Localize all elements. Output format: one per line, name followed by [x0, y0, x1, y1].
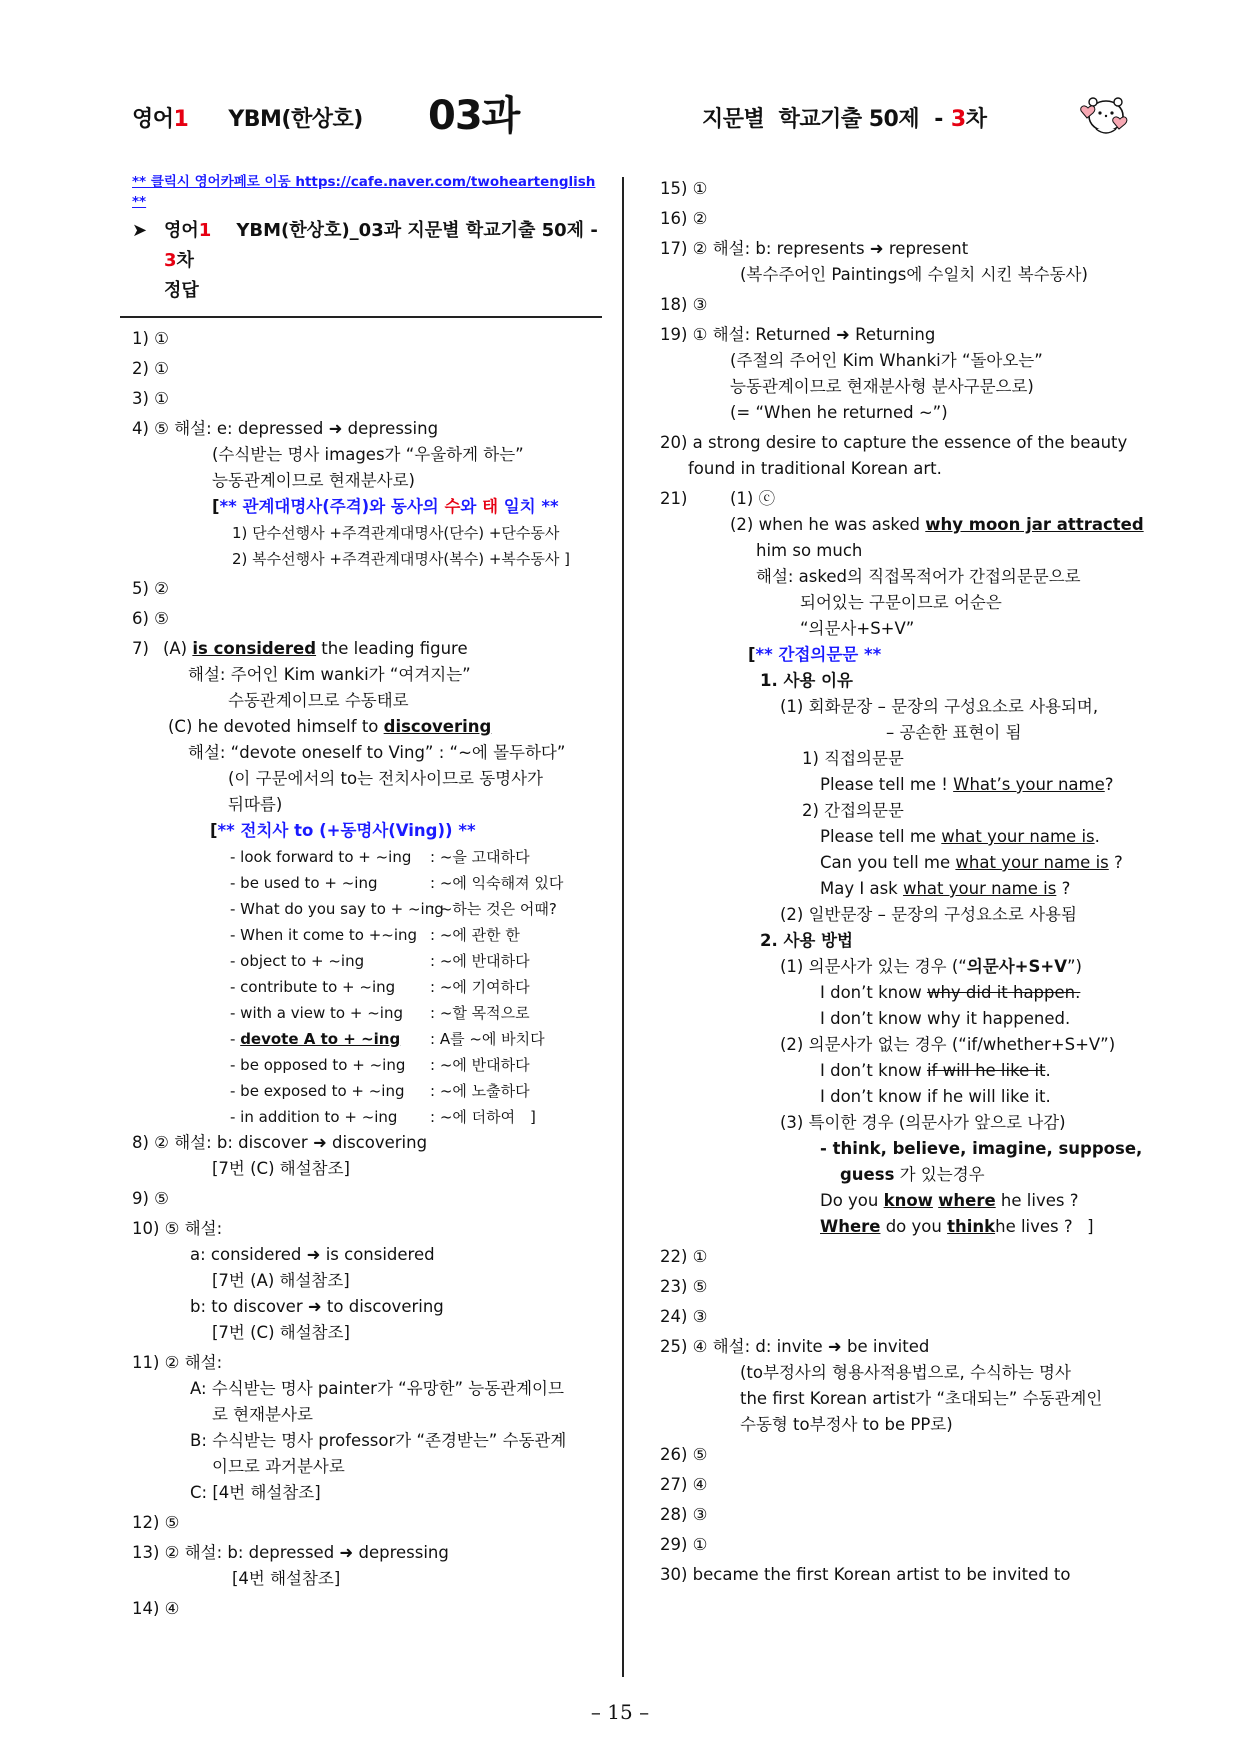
title-rule: [120, 316, 602, 318]
answer-19: 19) ① 해설: Returned ➜ Returning: [660, 325, 936, 344]
to-gerund-list: [132, 844, 602, 1130]
grammar-box-relative: [** 관계대명사(주격)와 동사의 수와 태 일치 **: [212, 497, 559, 516]
list-item: - When it come to +~ing : ~에 관한 한: [230, 926, 520, 944]
answer-30: 30) became the first Korean artist to be invited to: [660, 1565, 1071, 1584]
answer-23: 23) ⑤: [660, 1277, 708, 1296]
answer-26: 26) ⑤: [660, 1445, 708, 1464]
list-item: - What do you say to + ~ing: ~하는 것은 어때?: [230, 900, 557, 918]
left-column: ** 클릭시 영어카페로 이동 https://cafe.naver.com/twoheartenglish ** ➤ 영어1 YBM(한상호)_03과 지문별 학교기출 50제 - 3차 정답 1) ① 2) ① 3) ① 4) ⑤ 해설: e: depressed ➜ depressing (수식받는 명사 images가 “우울하게 하는” 능동관계이므로 현재분사로) [** 관계대명사(주격)와 동사의 수와 태 일치 ** 1) 단수선행사 +주격관계대명사(단수) +단수동사 2) 복수선행사 +주격관계대명사(복수) +복수동사 ] 5) ② 6) ⑤ 7) (A) is considered the leading figure 해설: 주어인 Kim wanki가 “여겨지는” 수동관계이므로 수동태로 (C) he devoted himself to discovering 해설: “devote oneself to Ving” : “~에 몰두하다” (이 구문에서의 to는 전치사이므로 동명사가 뒤따름) [** 전치사 to (+동명사(Ving)) ** - look forward to + ~ing : ~을 고대하다 - be used to + ~ing : ~에 익숙해져 있다 - What do you say to + ~ing: ~하는 것은 어때? - When it come to +~ing : ~에 관한 한 - object to + ~ing : ~에 반대하다 - contribute to + ~ing : ~에 기여하다 - with a view to + ~ing : ~할 목적으로 - devote A to + ~ing : A를 ~에 바치다 - be opposed to + ~ing : ~에 반대하다 - be exposed to + ~ing : ~에 노출하다 - in addition to + ~ing : ~에 더하여 ] 8) ② 해설: b: discover ➜ discovering [7번 (C) 해설참조] 9) ⑤ 10) ⑤ 해설: a: considered ➜ is considered [7번 (A) 해설참조] b: to discover ➜ to discovering [7번 (C) 해설참조] 11) ② 해설: A: 수식받는 명사 painter가 “유망한” 능동관계이므 로 현재분사로 B: 수식받는 명사 professor가 “존경받는” 수동관계 이므로 과거분사로 C: [4번 해설참조] 12) ⑤ 13) ② 해설: b: depressed ➜ depressing [4번 해설참조] 14) ④: [132, 172, 602, 1622]
answer-29: 29) ①: [660, 1535, 708, 1554]
answer-10: 10) ⑤ 해설:: [132, 1219, 223, 1238]
grammar-box-indirect-question: [** 간접의문문 **: [748, 645, 882, 664]
answer-17: 17) ② 해설: b: represents ➜ represent: [660, 239, 969, 258]
answer-22: 22) ①: [660, 1247, 708, 1266]
list-item: - contribute to + ~ing : ~에 기여하다: [230, 978, 530, 996]
list-item: - devote A to + ~ing : A를 ~에 바치다: [230, 1030, 545, 1048]
right-column: 15) ① 16) ② 17) ② 해설: b: represents ➜ represent (복수주어인 Paintings에 수일치 시킨 복수동사) 18) ③ 19) ① 해설: Returned ➜ Returning (주절의 주어인 Kim Whanki가 “돌아오는” 능동관계이므로 현재분사형 분사구문으로) (= “When he returned ~”) 20) a strong desire to capture the essence of the beauty found in traditional Korean art. 21) (1) ⓒ (2) when he was asked why moon jar attracted him so much 해설: asked의 직접목적어가 간접의문문으로 되어있는 구문이므로 어순은 “의문사+S+V” [** 간접의문문 ** 1. 사용 이유 (1) 회화문장 – 문장의 구성요소로 사용되며, – 공손한 표현이 됨 1) 직접의문문 Please tell me ! What’s your name? 2) 간접의문문 Please tell me what your name is. Can you tell me what your name is ? May I ask what your name is ? (2) 일반문장 – 문장의 구성요소로 사용됨 2. 사용 방법 (1) 의문사가 있는 경우 (“의문사+S+V”) I don’t know why did it happen. I don’t know why it happened. (2) 의문사가 없는 경우 (“if/whether+S+V”) I don’t know if will he like it. I don’t know if he will like it. (3) 특이한 경우 (의문사가 앞으로 나감) - think, believe, imagine, suppose, guess 가 있는경우 Do you know where he lives ? Where do you thinkhe lives ? ] 22) ① 23) ⑤ 24) ③ 25) ④ 해설: d: invite ➜ be invited (to부정사의 형용사적용법으로, 수식하는 명사 the first Korean artist가 “초대되는” 수동관계인 수동형 to부정사 to be PP로) 26) ⑤ 27) ④ 28) ③ 29) ① 30) became the first Korean artist to be invited to: [660, 172, 1130, 1588]
answer-1: 1) ①: [132, 329, 169, 348]
answer-18: 18) ③: [660, 295, 708, 314]
answer-28: 28) ③: [660, 1505, 708, 1524]
answer-27: 27) ④: [660, 1475, 708, 1494]
arrow-icon: ➤: [132, 220, 148, 241]
header-publisher: YBM(한상호): [228, 107, 363, 132]
answer-16: 16) ②: [660, 209, 708, 228]
list-item: - be exposed to + ~ing : ~에 노출하다: [230, 1082, 530, 1100]
list-item: - be opposed to + ~ing : ~에 반대하다: [230, 1056, 530, 1074]
answer-9: 9) ⑤: [132, 1189, 169, 1208]
answer-8: 8) ② 해설: b: discover ➜ discovering: [132, 1133, 428, 1152]
answer-11: 11) ② 해설:: [132, 1353, 223, 1372]
list-item: - in addition to + ~ing : ~에 더하여 ]: [230, 1108, 536, 1126]
answer-3: 3) ①: [132, 389, 169, 408]
list-item: - be used to + ~ing : ~에 익숙해져 있다: [230, 874, 564, 892]
column-divider: [622, 177, 624, 1677]
answer-title: ➤ 영어1 YBM(한상호)_03과 지문별 학교기출 50제 - 3차 정답: [132, 216, 602, 306]
answer-4: 4) ⑤ 해설: e: depressed ➜ depressing: [132, 419, 439, 438]
page-header: [0, 80, 1240, 150]
list-item: - look forward to + ~ing : ~을 고대하다: [230, 848, 530, 866]
answer-25: 25) ④ 해설: d: invite ➜ be invited: [660, 1337, 930, 1356]
answer-7: 7) (A) is considered the leading figure: [132, 639, 468, 658]
answer-15: 15) ①: [660, 179, 708, 198]
list-item: - with a view to + ~ing : ~할 목적으로: [230, 1004, 530, 1022]
cafe-link[interactable]: ** 클릭시 영어카페로 이동 https://cafe.naver.com/twoheartenglish **: [132, 174, 596, 210]
answer-2: 2) ①: [132, 359, 169, 378]
header-right-title: 지문별 학교기출 50제 - 3차: [702, 107, 987, 132]
list-item: - object to + ~ing : ~에 반대하다: [230, 952, 530, 970]
answer-12: 12) ⑤: [132, 1513, 180, 1532]
answer-5: 5) ②: [132, 579, 169, 598]
bear-with-hearts-icon: [1076, 88, 1132, 140]
answer-14: 14) ④: [132, 1599, 180, 1618]
header-lesson: 03과: [428, 93, 520, 139]
answer-13: 13) ② 해설: b: depressed ➜ depressing: [132, 1543, 449, 1562]
answer-21: 21) (1) ⓒ: [660, 489, 776, 508]
answer-6: 6) ⑤: [132, 609, 169, 628]
answer-20: 20) a strong desire to capture the essence of the beauty: [660, 433, 1128, 452]
header-subject: 영어1 YBM(한상호): [132, 107, 363, 132]
page-number: – 15 –: [590, 1700, 650, 1724]
grammar-box-to-gerund: [** 전치사 to (+동명사(Ving)) **: [210, 821, 476, 840]
answer-24: 24) ③: [660, 1307, 708, 1326]
